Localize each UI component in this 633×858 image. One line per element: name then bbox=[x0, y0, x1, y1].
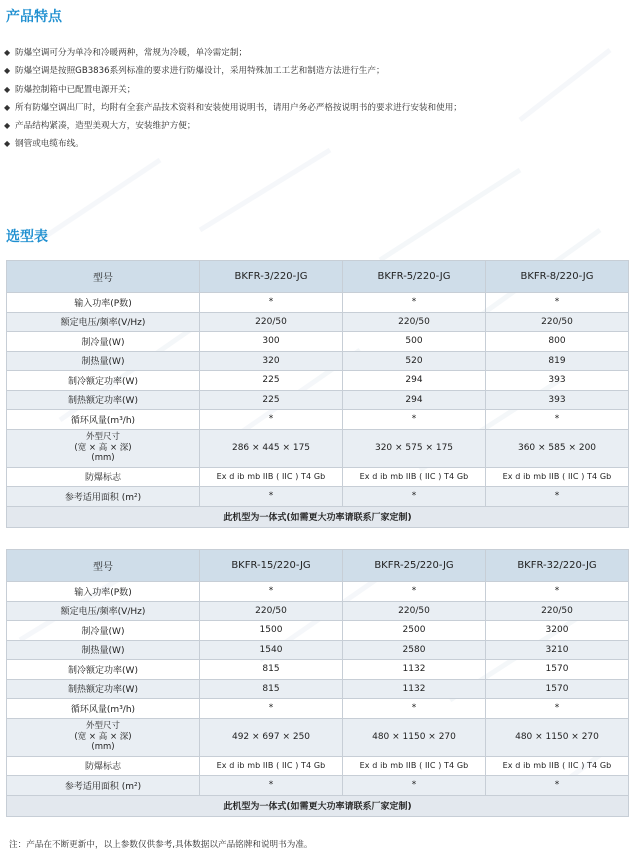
cell-value: Ex d ib mb IIB ( IIC ) T4 Gb bbox=[343, 756, 486, 776]
cell-value: 220/50 bbox=[486, 601, 629, 621]
row-label: 参考适用面积 (m²) bbox=[7, 487, 200, 507]
cell-value: 286 × 445 × 175 bbox=[200, 429, 343, 467]
table-row bbox=[7, 756, 629, 776]
features-list bbox=[4, 44, 629, 154]
row-label: 制冷额定功率(W) bbox=[7, 660, 200, 680]
cell-value: Ex d ib mb IIB ( IIC ) T4 Gb bbox=[200, 467, 343, 487]
table-footer-note: 此机型为一体式(如需更大功率请联系厂家定制) bbox=[7, 795, 629, 816]
row-label: 循环风量(m³/h) bbox=[7, 699, 200, 719]
cell-value: * bbox=[486, 410, 629, 430]
feature-item: ◆ 钢管或电缆布线。 bbox=[4, 135, 629, 153]
diamond-bullet-icon: ◆ bbox=[4, 66, 11, 76]
table-row bbox=[7, 371, 629, 391]
row-label: 额定电压/频率(V/Hz) bbox=[7, 601, 200, 621]
table-header-row bbox=[7, 550, 629, 582]
model-name: BKFR-8/220-JG bbox=[486, 261, 629, 293]
row-label-dimensions: 外型尺寸 (宽 × 高 × 深) (mm) bbox=[7, 429, 200, 467]
table-row bbox=[7, 410, 629, 430]
cell-value: 225 bbox=[200, 390, 343, 410]
cell-value: 320 bbox=[200, 351, 343, 371]
table-footer-row bbox=[7, 795, 629, 816]
spec-table-2 bbox=[6, 549, 629, 817]
cell-value: * bbox=[343, 699, 486, 719]
cell-value: 220/50 bbox=[343, 312, 486, 332]
cell-value: 520 bbox=[343, 351, 486, 371]
cell-value: 1500 bbox=[200, 621, 343, 641]
cell-value: 1570 bbox=[486, 679, 629, 699]
feature-item: ◆ 防爆控制箱中已配置电源开关； bbox=[4, 81, 629, 99]
row-label: 防爆标志 bbox=[7, 467, 200, 487]
cell-value: * bbox=[343, 582, 486, 602]
diamond-bullet-icon: ◆ bbox=[4, 48, 11, 57]
row-label: 制热量(W) bbox=[7, 640, 200, 660]
cell-value: 1132 bbox=[343, 679, 486, 699]
cell-value: 2500 bbox=[343, 621, 486, 641]
model-label: 型号 bbox=[7, 550, 200, 582]
cell-value: 3210 bbox=[486, 640, 629, 660]
cell-value: * bbox=[200, 293, 343, 313]
row-label: 参考适用面积 (m²) bbox=[7, 776, 200, 796]
table-row bbox=[7, 582, 629, 602]
cell-value: * bbox=[343, 487, 486, 507]
table-row bbox=[7, 312, 629, 332]
spec-table-1 bbox=[6, 260, 629, 528]
cell-value: 1570 bbox=[486, 660, 629, 680]
table-row bbox=[7, 390, 629, 410]
model-name: BKFR-25/220-JG bbox=[343, 550, 486, 582]
cell-value: 480 × 1150 × 270 bbox=[486, 718, 629, 756]
cell-value: 220/50 bbox=[486, 312, 629, 332]
row-label: 制冷量(W) bbox=[7, 621, 200, 641]
cell-value: 220/50 bbox=[343, 601, 486, 621]
row-label: 额定电压/频率(V/Hz) bbox=[7, 312, 200, 332]
cell-value: 1132 bbox=[343, 660, 486, 680]
table-row bbox=[7, 699, 629, 719]
model-name: BKFR-5/220-JG bbox=[343, 261, 486, 293]
table-row bbox=[7, 487, 629, 507]
cell-value: * bbox=[486, 699, 629, 719]
cell-value: 294 bbox=[343, 371, 486, 391]
table-row bbox=[7, 467, 629, 487]
cell-value: 815 bbox=[200, 660, 343, 680]
cell-value: 225 bbox=[200, 371, 343, 391]
row-label: 制热量(W) bbox=[7, 351, 200, 371]
table-row bbox=[7, 601, 629, 621]
table-footer-row bbox=[7, 506, 629, 527]
cell-value: * bbox=[200, 410, 343, 430]
cell-value: * bbox=[486, 487, 629, 507]
cell-value: Ex d ib mb IIB ( IIC ) T4 Gb bbox=[486, 756, 629, 776]
row-label: 循环风量(m³/h) bbox=[7, 410, 200, 430]
cell-value: Ex d ib mb IIB ( IIC ) T4 Gb bbox=[200, 756, 343, 776]
cell-value: 393 bbox=[486, 390, 629, 410]
table-header-row bbox=[7, 261, 629, 293]
model-name: BKFR-3/220-JG bbox=[200, 261, 343, 293]
diamond-bullet-icon: ◆ bbox=[4, 84, 11, 94]
cell-value: 500 bbox=[343, 332, 486, 352]
row-label: 制热额定功率(W) bbox=[7, 679, 200, 699]
cell-value: 2580 bbox=[343, 640, 486, 660]
table-footer-note: 此机型为一体式(如需更大功率请联系厂家定制) bbox=[7, 506, 629, 527]
table-row bbox=[7, 660, 629, 680]
cell-value: 300 bbox=[200, 332, 343, 352]
features-title: 产品特点 bbox=[6, 9, 62, 25]
cell-value: 220/50 bbox=[200, 601, 343, 621]
cell-value: 294 bbox=[343, 390, 486, 410]
cell-value: 320 × 575 × 175 bbox=[343, 429, 486, 467]
cell-value: Ex d ib mb IIB ( IIC ) T4 Gb bbox=[343, 467, 486, 487]
cell-value: * bbox=[486, 776, 629, 796]
diamond-bullet-icon: ◆ bbox=[4, 102, 11, 112]
model-name: BKFR-32/220-JG bbox=[486, 550, 629, 582]
cell-value: 393 bbox=[486, 371, 629, 391]
row-label: 输入功率(P数) bbox=[7, 293, 200, 313]
diamond-bullet-icon: ◆ bbox=[4, 139, 11, 149]
cell-value: 492 × 697 × 250 bbox=[200, 718, 343, 756]
footnote: 注：产品在不断更新中，以上参数仅供参考,具体数据以产品铭牌和说明书为准。 bbox=[9, 840, 313, 850]
model-name: BKFR-15/220-JG bbox=[200, 550, 343, 582]
cell-value: * bbox=[200, 487, 343, 507]
cell-value: 3200 bbox=[486, 621, 629, 641]
row-label: 制热额定功率(W) bbox=[7, 390, 200, 410]
table-row bbox=[7, 332, 629, 352]
feature-item: ◆ 所有防爆空调出厂时，均附有全套产品技术资料和安装使用说明书，请用户务必严格按说明书的要求进行安装和使用； bbox=[4, 99, 629, 117]
cell-value: 480 × 1150 × 270 bbox=[343, 718, 486, 756]
feature-item: ◆ 产品结构紧凑，造型美观大方，安装维护方便； bbox=[4, 117, 629, 135]
table-row bbox=[7, 776, 629, 796]
feature-item: ◆ 防爆空调可分为单冷和冷暖两种，常规为冷暖，单冷需定制； bbox=[4, 44, 629, 62]
cell-value: 360 × 585 × 200 bbox=[486, 429, 629, 467]
table-row bbox=[7, 293, 629, 313]
cell-value: * bbox=[343, 410, 486, 430]
row-label: 输入功率(P数) bbox=[7, 582, 200, 602]
cell-value: 220/50 bbox=[200, 312, 343, 332]
table-row bbox=[7, 718, 629, 756]
table-row bbox=[7, 351, 629, 371]
row-label: 防爆标志 bbox=[7, 756, 200, 776]
cell-value: * bbox=[486, 582, 629, 602]
cell-value: 815 bbox=[200, 679, 343, 699]
cell-value: * bbox=[200, 699, 343, 719]
row-label-dimensions: 外型尺寸 (宽 × 高 × 深) (mm) bbox=[7, 718, 200, 756]
cell-value: 800 bbox=[486, 332, 629, 352]
cell-value: * bbox=[200, 582, 343, 602]
cell-value: * bbox=[486, 293, 629, 313]
cell-value: Ex d ib mb IIB ( IIC ) T4 Gb bbox=[486, 467, 629, 487]
row-label: 制冷额定功率(W) bbox=[7, 371, 200, 391]
table-row bbox=[7, 640, 629, 660]
feature-item: ◆ 防爆空调是按照GB3836系列标准的要求进行防爆设计，采用特殊加工工艺和制造方法进行生产； bbox=[4, 62, 629, 80]
cell-value: * bbox=[343, 293, 486, 313]
row-label: 制冷量(W) bbox=[7, 332, 200, 352]
diamond-bullet-icon: ◆ bbox=[4, 121, 11, 131]
cell-value: * bbox=[200, 776, 343, 796]
table-row bbox=[7, 679, 629, 699]
table-row bbox=[7, 429, 629, 467]
cell-value: 1540 bbox=[200, 640, 343, 660]
cell-value: * bbox=[343, 776, 486, 796]
table-row bbox=[7, 621, 629, 641]
selection-title: 选型表 bbox=[6, 229, 48, 245]
cell-value: 819 bbox=[486, 351, 629, 371]
model-label: 型号 bbox=[7, 261, 200, 293]
